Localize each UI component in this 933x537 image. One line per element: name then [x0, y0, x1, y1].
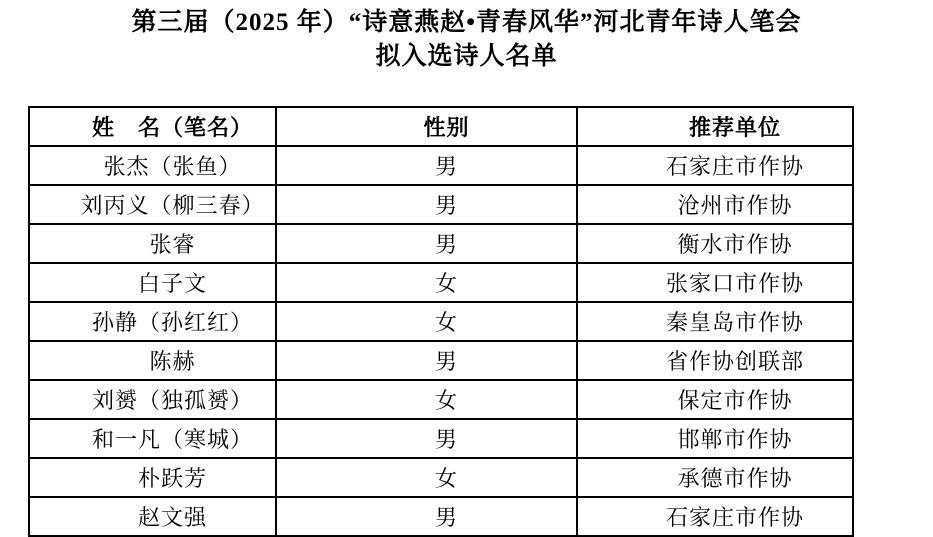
poet-list-table — [28, 106, 854, 537]
cell-gender: 男 — [276, 185, 577, 224]
table-row — [29, 497, 853, 536]
cell-gender: 男 — [276, 341, 577, 380]
title-line-2: 拟入选诗人名单 — [375, 43, 558, 70]
table-row — [29, 380, 853, 419]
cell-unit: 衡水市作协 — [577, 224, 853, 263]
cell-name: 和一凡（寒城） — [29, 419, 276, 458]
table-row — [29, 302, 853, 341]
cell-name: 张睿 — [29, 224, 276, 263]
cell-gender: 男 — [276, 224, 577, 263]
cell-name: 孙静（孙红红） — [29, 302, 276, 341]
document-title — [0, 6, 933, 74]
table-row — [29, 146, 853, 185]
table-row — [29, 458, 853, 497]
cell-unit: 省作协创联部 — [577, 341, 853, 380]
cell-unit: 石家庄市作协 — [577, 497, 853, 536]
cell-unit: 张家口市作协 — [577, 263, 853, 302]
title-line-1: 第三届（2025 年）“诗意燕赵•青春风华”河北青年诗人笔会 — [131, 9, 802, 36]
cell-unit: 承德市作协 — [577, 458, 853, 497]
table-row — [29, 263, 853, 302]
cell-name: 刘丙义（柳三春） — [29, 185, 276, 224]
table-row — [29, 419, 853, 458]
cell-unit: 保定市作协 — [577, 380, 853, 419]
cell-gender: 女 — [276, 302, 577, 341]
cell-unit: 沧州市作协 — [577, 185, 853, 224]
cell-name: 朴跃芳 — [29, 458, 276, 497]
table-row — [29, 224, 853, 263]
cell-gender: 女 — [276, 380, 577, 419]
cell-unit: 秦皇岛市作协 — [577, 302, 853, 341]
table-row — [29, 341, 853, 380]
cell-name: 刘赟（独孤赟） — [29, 380, 276, 419]
cell-name: 白子文 — [29, 263, 276, 302]
cell-gender: 男 — [276, 146, 577, 185]
header-row — [29, 107, 853, 146]
cell-unit: 邯郸市作协 — [577, 419, 853, 458]
cell-gender: 男 — [276, 497, 577, 536]
cell-gender: 女 — [276, 458, 577, 497]
cell-name: 张杰（张鱼） — [29, 146, 276, 185]
table-row — [29, 185, 853, 224]
cell-gender: 女 — [276, 263, 577, 302]
cell-gender: 男 — [276, 419, 577, 458]
cell-name: 赵文强 — [29, 497, 276, 536]
cell-name: 陈赫 — [29, 341, 276, 380]
column-header-name: 姓 名（笔名） — [29, 107, 276, 146]
cell-unit: 石家庄市作协 — [577, 146, 853, 185]
column-header-gender: 性别 — [276, 107, 577, 146]
column-header-unit: 推荐单位 — [577, 107, 853, 146]
